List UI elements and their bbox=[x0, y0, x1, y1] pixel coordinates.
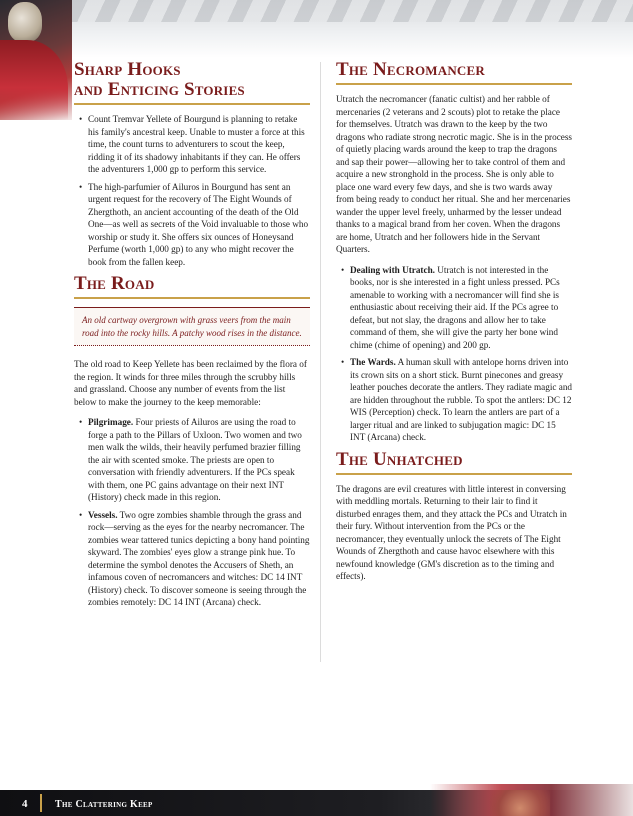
road-events-list bbox=[74, 416, 310, 609]
necromancer-list bbox=[336, 264, 572, 444]
list-item bbox=[88, 416, 310, 504]
skull-art bbox=[8, 2, 42, 42]
list-item bbox=[88, 181, 310, 269]
list-item bbox=[88, 509, 310, 609]
read-aloud-box: An old cartway overgrown with grass veers from the main road into the rocky hills. A patchy wood rises in the distance. bbox=[74, 307, 310, 346]
footer-separator bbox=[40, 794, 42, 812]
unhatched-text: The dragons are evil creatures with little interest in conversing with meddling mortals. Returning to their lair to find it disturbed enrages them, and they attack the PCs and Utratch in their fury. Without intervention from the PCs or the necromancer, they eventually unlock the secrets of The Eight Wounds of Zhergthoth and cause havoc elsewhere with this newfound knowledge (GM's discretion as to the timing and effects). bbox=[336, 483, 567, 581]
list-item bbox=[88, 113, 310, 176]
list-item-text: Utratch is not interested in the books, nor is she interested in a fight unless pressed. PCs amenable to working with a necromancer will find she is enthusiastic about receiving their aid. If the PCs agree to defeat, but not slay, the dragons and allow her to take command of them, she will give the party her bone wind chime (chime of opening) and 200 gp. bbox=[350, 264, 560, 350]
list-item-title: Dealing with Utratch. bbox=[350, 264, 435, 275]
list-item bbox=[350, 264, 572, 352]
list-item-text: Four priests of Ailuros are using the road to forge a path to the Pillars of Uxloon. Two women and two men walk the wilds, their heavily perfumed brazier filling the air with scented smoke. The priests are open to conversation with friendly adventurers. If the PCs speak with them, one PC gains advantage on their next INT (History) check made in this region. bbox=[88, 417, 302, 502]
list-item-text: A human skull with antelope horns driven into its crown sits on a short stick. Burnt pinecones and greasy leather pouches decorate the antlers. They radiate magic and are hidden throughout the rubble. To spot the antlers: DC 12 WIS (Perception) check. To learn the antlers are part of a larger ritual and are linked to subjugation magic: DC 15 INT (Arcana) check. bbox=[350, 357, 573, 442]
hooks-list bbox=[74, 113, 310, 268]
heading-rule bbox=[336, 83, 572, 85]
road-intro: The old road to Keep Yellete has been reclaimed by the flora of the region. It winds for three miles through the scrubby hills and grassland. Choose any number of events from the list below to make the journey to the keep memorable: bbox=[74, 359, 307, 407]
necromancer-heading: The Necromancer bbox=[336, 59, 485, 80]
red-robe-art bbox=[0, 40, 68, 120]
footer-book-title: The Clattering Keep bbox=[55, 799, 153, 810]
list-item-title: The Wards. bbox=[350, 357, 396, 367]
page-footer bbox=[0, 784, 633, 816]
header-artwork-stone bbox=[72, 0, 633, 58]
heading-rule bbox=[336, 473, 572, 475]
hooks-heading-line1: Sharp Hooks bbox=[74, 59, 181, 80]
hooks-heading-line2: and Enticing Stories bbox=[74, 79, 245, 100]
page-number: 4 bbox=[22, 798, 28, 810]
unhatched-heading: The Unhatched bbox=[336, 448, 463, 470]
list-item-text: The high-parfumier of Ailuros in Bourgund has sent an urgent request for the recovery of The Eight Wounds of Zhergthoth, an ancient accounting of the death of the Old One—as well as secrets of the Void invaluable to those who worship or study it. She offers six ounces of Honeysand Perfume (worth 1,000 gp) to any who might recover the book from the fallen keep. bbox=[88, 181, 309, 267]
list-item-title: Pilgrimage. bbox=[88, 417, 134, 427]
necromancer-intro: Utratch the necromancer (fanatic cultist) and her rabble of mercenaries (2 veterans and 2 scouts) plot to retake the place for themselves. Utratch was drawn to the keep by the two dragons who radiate strong necrotic magic. She is in the process of quietly placing wards around the keep to trap the dragons and sap their power—allowing her to take control of them and acquire a new stronghold in the process. She is only able to place one ward every few days, and she is two wards away from being ready to conduct her ritual. She and her mercenaries wander the upper level freely, unharmed by the lesser undead thanks to a magical brand from her coven. When the dragons are home, Utratch and her followers hide in the Servant Quarters. bbox=[336, 94, 573, 254]
right-column bbox=[336, 60, 572, 583]
list-item-text: Two ogre zombies shamble through the grass and rock—serving as the eyes for the nearby necromancer. The zombies wear tattered tunics depicting a bony hand pointing skyward. The zombies' eyes glow a strange pink hue. To determine the symbol denotes the Accusers of Sheth, an infamous coven of necromancers and witches: DC 14 INT (History) check. To discover someone is seeing through the zombies remotely: DC 14 INT (Arcana) check. bbox=[88, 509, 310, 607]
hooks-heading bbox=[74, 60, 310, 100]
header-artwork-necromancer bbox=[0, 0, 72, 120]
road-heading: The Road bbox=[74, 273, 155, 294]
heading-rule bbox=[74, 297, 310, 299]
list-item-text: Count Tremvar Yellete of Bourgund is planning to retake his family's ancestral keep. Unable to muster a force at this time, the count turns to adventurers to scout the keep, ridding it of its shadowy inhabitants if they can. He offers the adventurers 1,000 gp to perform this service. bbox=[88, 114, 305, 174]
column-divider bbox=[320, 62, 321, 662]
heading-rule bbox=[74, 103, 310, 105]
footer-artwork bbox=[430, 784, 633, 816]
left-column bbox=[74, 60, 310, 614]
list-item-title: Vessels. bbox=[88, 509, 118, 520]
list-item bbox=[350, 356, 572, 444]
